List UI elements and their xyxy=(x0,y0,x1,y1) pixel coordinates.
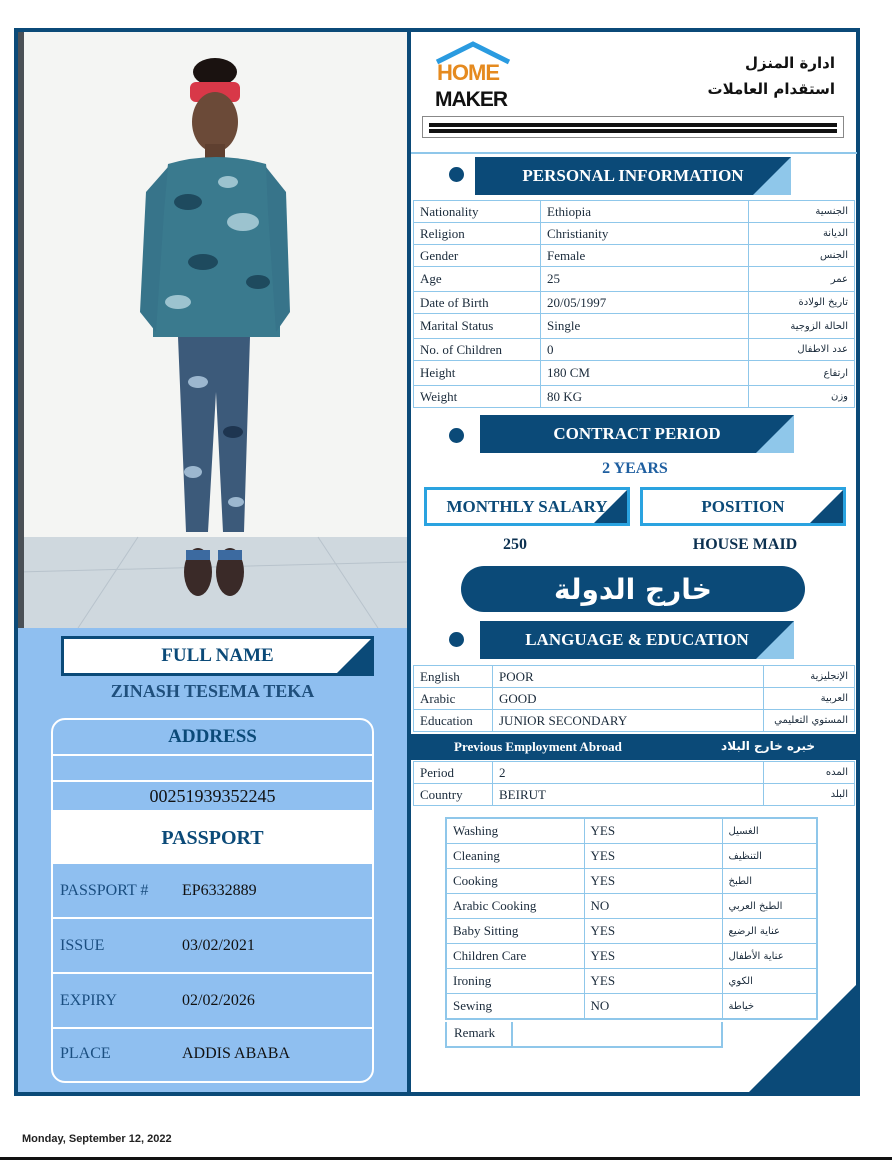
full-name-header xyxy=(61,636,374,676)
previous-employment-title: Previous Employment Abroad xyxy=(454,739,622,754)
header-corner-triangle xyxy=(337,639,371,673)
abroad-badge: خارج الدولة xyxy=(461,566,805,612)
skill-label: Arabic Cooking xyxy=(446,894,584,919)
skill-label-ar: خياطة xyxy=(722,994,817,1020)
address-passport-card xyxy=(51,718,374,1083)
table-row xyxy=(446,894,817,919)
row-value: POOR xyxy=(493,666,764,688)
row-value: 20/05/1997 xyxy=(541,292,749,314)
skill-value: YES xyxy=(584,944,722,969)
row-value: GOOD xyxy=(493,688,764,710)
logo-home-text: HOME xyxy=(437,60,499,85)
skill-label: Cleaning xyxy=(446,844,584,869)
full-name-value: ZINASH TESEMA TEKA xyxy=(110,681,315,701)
row-label-ar: وزن xyxy=(749,386,855,408)
row-label-ar: عمر xyxy=(749,267,855,292)
row-value: Female xyxy=(541,245,749,267)
skill-label-ar: الغسيل xyxy=(722,818,817,844)
row-label-ar: عدد الاطفال xyxy=(749,339,855,361)
table-row xyxy=(446,994,817,1020)
table-row xyxy=(414,292,855,314)
skill-label: Sewing xyxy=(446,994,584,1020)
row-label: Religion xyxy=(414,223,541,245)
table-row xyxy=(414,784,855,806)
skill-value: YES xyxy=(584,844,722,869)
row-label: Period xyxy=(414,762,493,784)
row-label-ar: المده xyxy=(764,762,855,784)
column-divider xyxy=(407,32,411,1092)
skill-value: NO xyxy=(584,994,722,1020)
skill-label-ar: التنظيف xyxy=(722,844,817,869)
monthly-salary-value: 250 xyxy=(503,536,527,553)
table-row xyxy=(414,710,855,732)
table-row xyxy=(414,223,855,245)
row-label: Education xyxy=(414,710,493,732)
table-row xyxy=(414,386,855,408)
passport-rows xyxy=(53,864,372,1079)
table-row xyxy=(414,666,855,688)
row-label-ar: الجنسية xyxy=(749,201,855,223)
passport-title: PASSPORT xyxy=(53,812,372,864)
passport-row-label: EXPIRY xyxy=(60,991,117,1009)
language-table xyxy=(413,665,855,732)
row-value: 80 KG xyxy=(541,386,749,408)
table-row xyxy=(446,944,817,969)
personal-info-table xyxy=(413,200,855,408)
row-label: No. of Children xyxy=(414,339,541,361)
row-label: Age xyxy=(414,267,541,292)
bullet-dot xyxy=(449,632,464,647)
skill-label: Ironing xyxy=(446,969,584,994)
row-value: BEIRUT xyxy=(493,784,764,806)
table-row xyxy=(446,844,817,869)
monthly-salary-header xyxy=(424,487,630,526)
passport-row-value: 03/02/2021 xyxy=(182,936,255,954)
row-label: Date of Birth xyxy=(414,292,541,314)
previous-employment-title-ar: خبره خارج البلاد xyxy=(721,739,815,753)
table-row xyxy=(414,267,855,292)
row-value: Single xyxy=(541,314,749,339)
passport-row xyxy=(53,919,372,974)
table-row xyxy=(414,361,855,386)
passport-row-label: PASSPORT # xyxy=(60,881,149,899)
row-label-ar: ارتفاع xyxy=(749,361,855,386)
row-label-ar: المستوي التعليمي xyxy=(764,710,855,732)
previous-employment-table xyxy=(413,761,855,806)
bullet-dot xyxy=(449,167,464,182)
table-row xyxy=(414,245,855,267)
banner-corner-triangle xyxy=(756,621,794,659)
header-rule xyxy=(422,116,844,138)
row-label: English xyxy=(414,666,493,688)
arabic-line-1: ادارة المنزل xyxy=(745,54,835,72)
contract-period-value: 2 YEARS xyxy=(602,460,668,477)
passport-row-value: EP6332889 xyxy=(182,881,257,899)
row-label: Height xyxy=(414,361,541,386)
language-education-banner xyxy=(480,621,794,659)
table-row xyxy=(414,339,855,361)
contract-period-title: CONTRACT PERIOD xyxy=(553,424,721,443)
logo-maker-text: MAKER xyxy=(435,88,507,111)
row-label-ar: الحالة الزوجية xyxy=(749,314,855,339)
skill-label-ar: الطبخ العربي xyxy=(722,894,817,919)
position-header xyxy=(640,487,846,526)
bullet-dot xyxy=(449,428,464,443)
skills-table xyxy=(445,817,818,1020)
personal-info-banner xyxy=(475,157,791,195)
skill-label: Children Care xyxy=(446,944,584,969)
skill-label: Baby Sitting xyxy=(446,919,584,944)
table-row xyxy=(414,314,855,339)
arabic-line-2: استقدام العاملات xyxy=(707,80,835,98)
footer-date: Monday, September 12, 2022 xyxy=(22,1133,172,1145)
banner-corner-triangle xyxy=(753,157,791,195)
arabic-agency-name xyxy=(700,50,835,102)
address-label: ADDRESS xyxy=(53,720,372,756)
table-row xyxy=(414,201,855,223)
language-education-title: LANGUAGE & EDUCATION xyxy=(525,630,749,649)
skill-label-ar: عناية الأطفال xyxy=(722,944,817,969)
skill-label: Cooking xyxy=(446,869,584,894)
passport-row xyxy=(53,1029,372,1079)
row-value: Christianity xyxy=(541,223,749,245)
skill-value: YES xyxy=(584,919,722,944)
passport-row-label: ISSUE xyxy=(60,936,105,954)
row-label-ar: الجنس xyxy=(749,245,855,267)
position-value: HOUSE MAID xyxy=(692,536,798,553)
passport-row xyxy=(53,974,372,1029)
row-value: JUNIOR SECONDARY xyxy=(493,710,764,732)
banner-corner-triangle xyxy=(756,415,794,453)
table-row xyxy=(446,969,817,994)
table-row xyxy=(446,869,817,894)
row-label: Weight xyxy=(414,386,541,408)
remark-label: Remark xyxy=(447,1022,513,1046)
skill-value: NO xyxy=(584,894,722,919)
skill-value: YES xyxy=(584,869,722,894)
table-row xyxy=(414,762,855,784)
row-label-ar: تاريخ الولادة xyxy=(749,292,855,314)
row-value: 180 CM xyxy=(541,361,749,386)
position-label: POSITION xyxy=(701,496,785,516)
contract-period-banner xyxy=(480,415,794,453)
row-value: 0 xyxy=(541,339,749,361)
skill-label-ar: الكوي xyxy=(722,969,817,994)
skill-value: YES xyxy=(584,969,722,994)
skill-label: Washing xyxy=(446,818,584,844)
row-value: 25 xyxy=(541,267,749,292)
row-label-ar: الإنجليزية xyxy=(764,666,855,688)
remark-row xyxy=(445,1022,723,1048)
monthly-salary-label: MONTHLY SALARY xyxy=(446,496,608,516)
table-row xyxy=(414,688,855,710)
full-name-label: FULL NAME xyxy=(161,645,274,666)
box-corner-triangle xyxy=(594,490,627,523)
row-label: Marital Status xyxy=(414,314,541,339)
table-row xyxy=(446,919,817,944)
row-label-ar: البلد xyxy=(764,784,855,806)
passport-row-value: 02/02/2026 xyxy=(182,991,255,1009)
skill-label-ar: الطبخ xyxy=(722,869,817,894)
row-value: 2 xyxy=(493,762,764,784)
row-label: Country xyxy=(414,784,493,806)
skill-value: YES xyxy=(584,818,722,844)
table-row xyxy=(446,818,817,844)
candidate-photo xyxy=(18,32,407,628)
row-label: Nationality xyxy=(414,201,541,223)
box-corner-triangle xyxy=(810,490,843,523)
separator xyxy=(411,152,857,154)
row-label: Gender xyxy=(414,245,541,267)
passport-row-value: ADDIS ABABA xyxy=(182,1045,291,1062)
phone-number: 00251939352245 xyxy=(53,782,372,812)
row-label-ar: العربية xyxy=(764,688,855,710)
passport-row-label: PLACE xyxy=(60,1045,111,1062)
previous-employment-header xyxy=(411,734,857,760)
row-label-ar: الديانة xyxy=(749,223,855,245)
personal-info-title: PERSONAL INFORMATION xyxy=(522,166,744,185)
skill-label-ar: عناية الرضيع xyxy=(722,919,817,944)
address-blank-row xyxy=(53,756,372,782)
homemaker-logo xyxy=(427,40,527,115)
passport-row xyxy=(53,864,372,919)
row-value: Ethiopia xyxy=(541,201,749,223)
row-label: Arabic xyxy=(414,688,493,710)
footer-rule xyxy=(0,1157,892,1160)
